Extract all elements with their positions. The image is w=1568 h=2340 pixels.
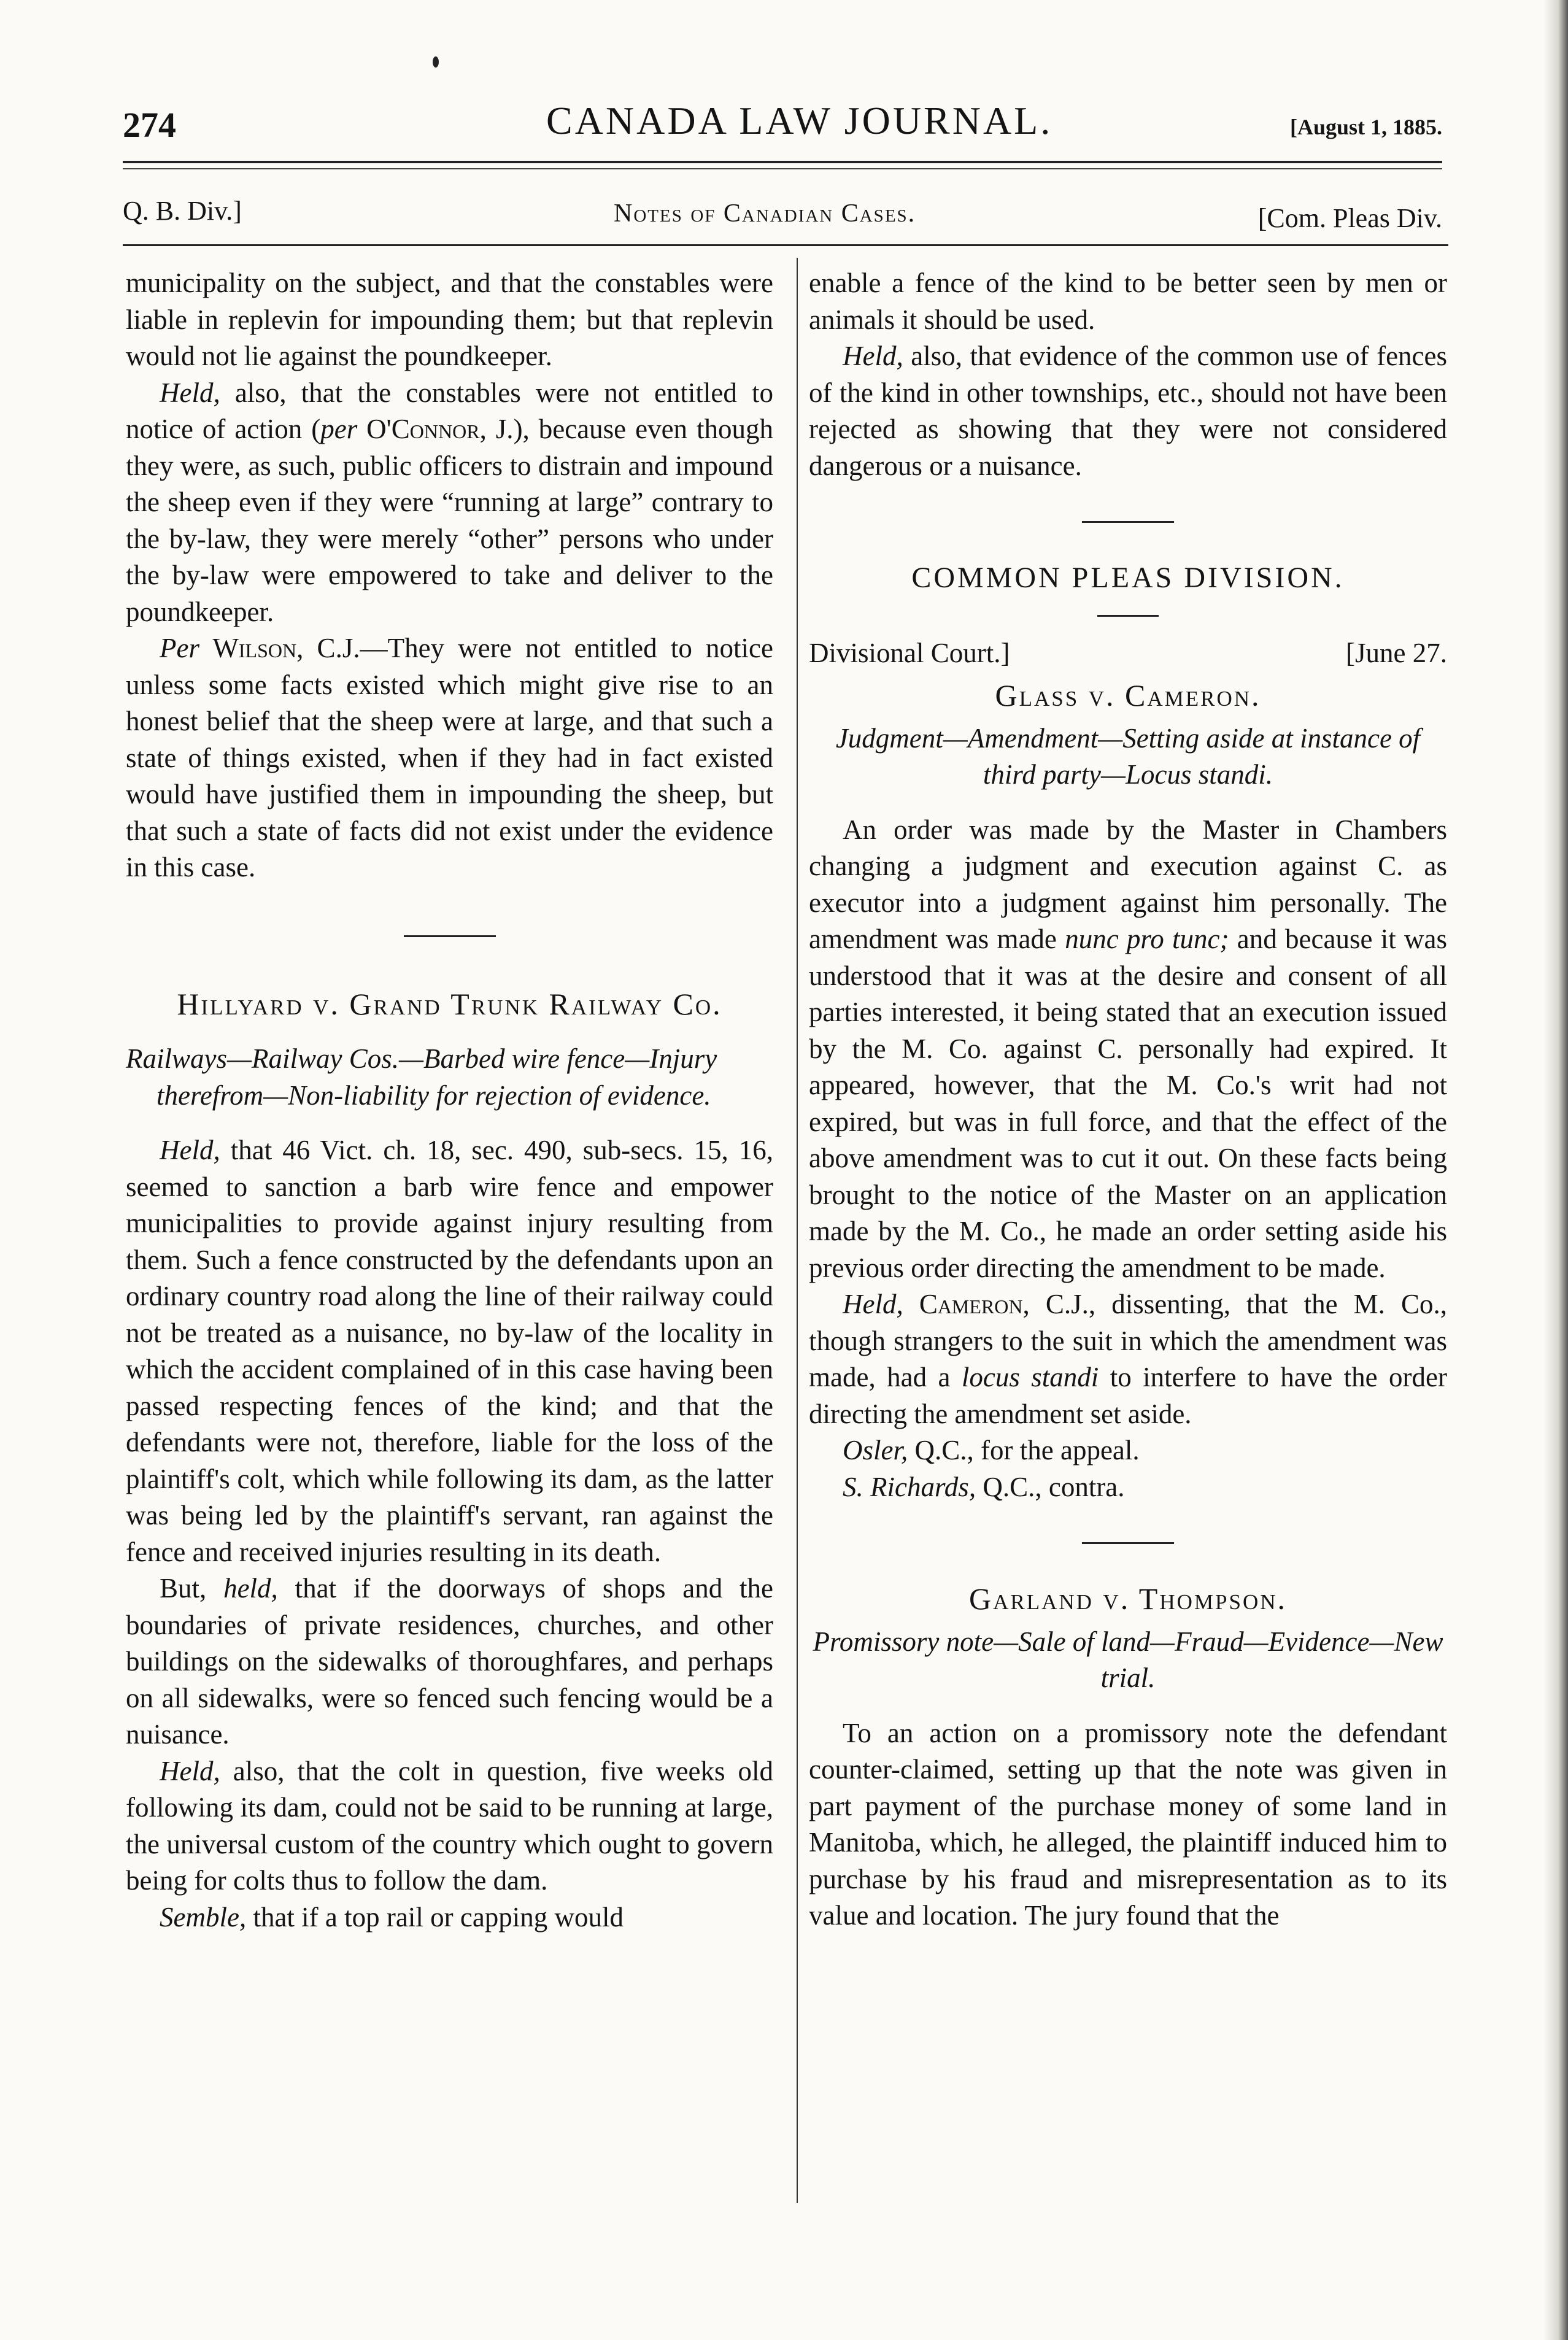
counsel-line: S. Richards, Q.C., contra.: [843, 1471, 1125, 1502]
division-title: COMMON PLEAS DIVISION.: [911, 562, 1345, 594]
ink-speck: [433, 56, 439, 68]
judge-name: O'Connor, J.: [357, 414, 514, 444]
journal-title: CANADA LAW JOURNAL.: [546, 99, 1053, 142]
case-title: Garland v. Thompson.: [968, 1581, 1287, 1616]
headnote: Judgment—Amendment—Setting aside at instance of third party—Locus standi.: [835, 722, 1421, 790]
issue-date: [August 1, 1885.: [1289, 115, 1442, 139]
emphasis: nunc pro tunc;: [1065, 924, 1229, 954]
court-name: Divisional Court.]: [809, 637, 1010, 668]
court-date: [June 27.: [1346, 637, 1447, 668]
headnote: Promissory note—Sale of land—Fraud—Evidence—New trial.: [813, 1626, 1443, 1693]
right-column: [809, 265, 1447, 1934]
running-head-right: [Com. Pleas Div.: [1257, 203, 1442, 233]
paragraph: Held, also, that the constables were not entitled to notice of action (per O'Connor, J.), because even though they were, as such, public officers to distrain and impound the sheep even if they were “running at large” contrary to the by-law, they were merely “other” persons who under the by-law were empowered to take and deliver to the poundkeeper.: [126, 377, 774, 627]
emphasis: held,: [223, 1573, 278, 1604]
court-line: [809, 635, 1447, 672]
header-rule-thin: [123, 168, 1442, 169]
paragraph: An order was made by the Master in Chambers changing a judgment and execution against C. as executor into a judgment against him personally. The amendment was made nunc pro tunc; and because it was understood that it was at the desire and consent of all parties interested, it being stated that an execution issued by the M. Co. against C. personally had expired. It appeared, however, that the M. Co.'s writ had not expired, but was in full force, and that the effect of the above amendment was to cut it out. On these facts being brought to the notice of the Master on an application made by the M. Co., he made an order setting aside his previous order directing the amendment to be made.: [809, 814, 1448, 1283]
left-column: [126, 265, 773, 1936]
judge-name: Cameron, C.J.: [903, 1289, 1089, 1319]
paragraph: enable a fence of the kind to be better seen by men or animals it should be used.: [809, 268, 1447, 335]
paragraph: Held, also, that evidence of the common use of fences of the kind in other townships, etc., should not have been rejected as showing that they were not considered dangerous or a nuisance.: [809, 341, 1447, 481]
paragraph: Held, Cameron, C.J., dissenting, that the M. Co., though strangers to the suit in which the amendment was made, had a locus standi to interfere to have the order directing the amendment set aside.: [809, 1289, 1447, 1429]
page-edge-shadow: [1543, 0, 1568, 2340]
emphasis: Per: [160, 633, 199, 663]
running-head-left: Q. B. Div.]: [123, 196, 242, 226]
counsel-name: S. Richards,: [843, 1471, 976, 1502]
case-title: Glass v. Cameron.: [995, 678, 1261, 712]
header-rule: [123, 161, 1442, 163]
headnote: Railways—Railway Cos.—Barbed wire fence—Injury therefrom—Non-liability for rejection of evidence.: [126, 1043, 717, 1111]
emphasis: Held,: [843, 341, 903, 371]
case-title: Hillyard v. Grand Trunk Railway Co.: [177, 986, 722, 1021]
running-head-rule: [123, 244, 1448, 246]
counsel-name: Osler,: [843, 1435, 908, 1465]
emphasis: Held,: [160, 377, 220, 408]
paragraph: Semble, that if a top rail or capping would: [160, 1901, 624, 1933]
paragraph: Per Wilson, C.J.—They were not entitled to notice unless some facts existed which might give rise to an honest belief that the sheep were at large, and that such a state of things existed, when if they had in fact existed would have justified them in impounding the sheep, but that such a state of facts did not exist under the evidence in this case.: [126, 633, 774, 882]
page-number: 274: [123, 105, 176, 145]
emphasis: Held,: [160, 1135, 220, 1165]
column-divider: [797, 258, 798, 2203]
page-header: [123, 98, 1442, 153]
running-head-center: Notes of Canadian Cases.: [614, 199, 916, 228]
emphasis: locus standi: [961, 1362, 1099, 1392]
emphasis: Held,: [843, 1289, 903, 1319]
running-head: [123, 190, 1442, 233]
counsel-line: Osler, Q.C., for the appeal.: [843, 1435, 1140, 1465]
emphasis: Held,: [160, 1755, 220, 1786]
judge-name: Wilson, C.J.: [199, 633, 360, 663]
paragraph: municipality on the subject, and that the constables were liable in replevin for impounding them; but that replevin would not lie against the poundkeeper.: [126, 268, 773, 371]
paragraph: To an action on a promissory note the defendant counter-claimed, setting up that the note was given in part payment of the purchase money of some land in Manitoba, which, he alleged, the plaintiff induced him to purchase by his fraud and misrepresentation as to its value and location. The jury found that the: [809, 1717, 1447, 1931]
paragraph: But, held, that if the doorways of shops and the boundaries of private residences, churches, and other buildings on the sidewalks of thoroughfares, and perhaps on all sidewalks, were so fenced such fencing would be a nuisance.: [126, 1573, 773, 1750]
paragraph: Held, that 46 Vict. ch. 18, sec. 490, sub-secs. 15, 16, seemed to sanction a barb wire fence and empower municipalities to provide against injury resulting from them. Such a fence constructed by the defendants upon an ordinary country road along the line of their railway could not be treated as a nuisance, no by-law of the locality in which the accident complained of in this case having been passed respecting fences of the kind; and that the defendants were not, therefore, liable for the loss of the plaintiff's colt, which while following its dam, as the latter was being led by the plaintiff's servant, ran against the fence and received injuries resulting in its death.: [126, 1135, 773, 1567]
paragraph: Held, also, that the colt in question, five weeks old following its dam, could not be said to be running at large, the universal custom of the country which ought to govern being for colts thus to follow the dam.: [126, 1755, 773, 1896]
emphasis: Semble,: [160, 1901, 247, 1933]
